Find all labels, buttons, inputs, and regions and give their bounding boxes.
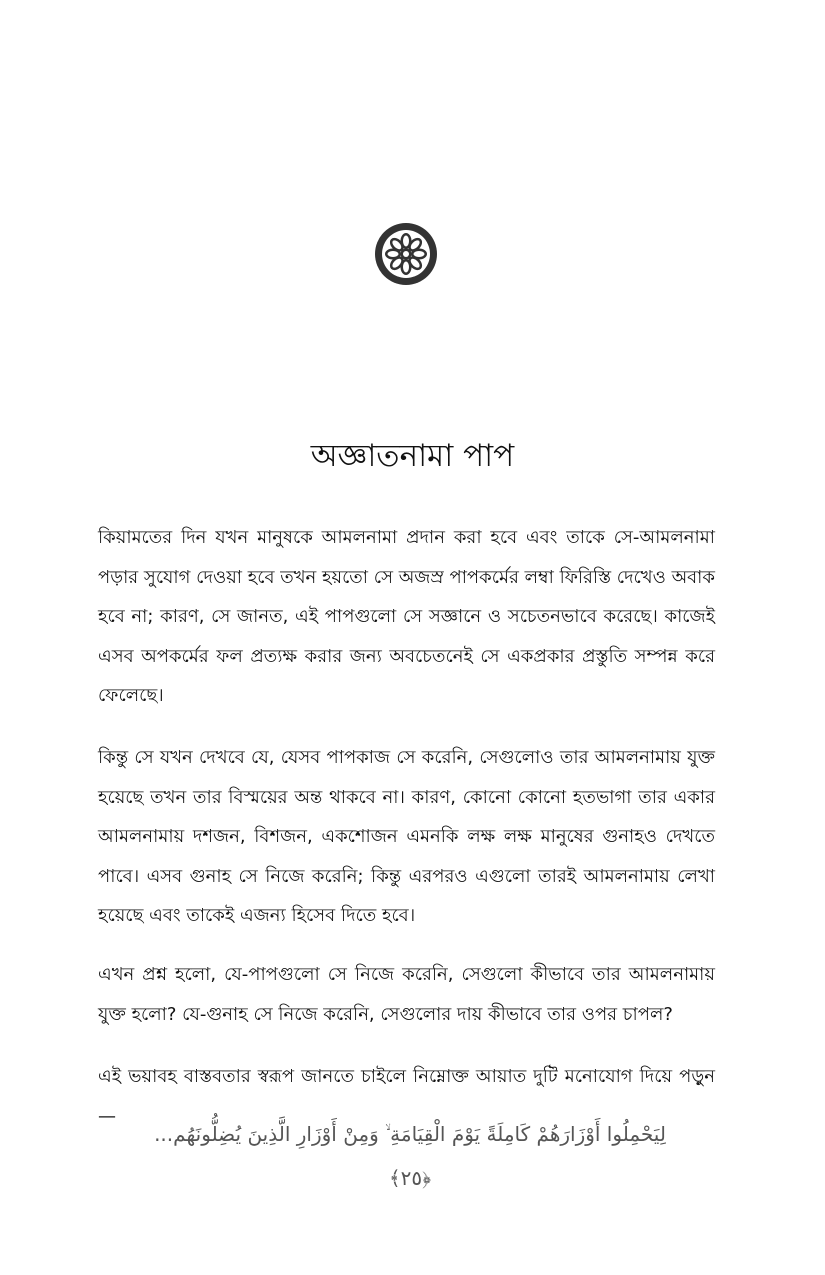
body-paragraph-1: কিয়ামতের দিন যখন মানুষকে আমলনামা প্রদান করা হবে এবং তাকে সে-আমলনামা পড়ার সুযোগ দেওয়া হবে তখন হয়তো সে অজস্র পাপকর্মের লম্বা ফিরিস্তি দেখেও অবাক হবে না; কারণ, সে জানত, এই পাপগুলো সে সজ্ঞানে ও সচেতনভাবে করেছে। কাজেই এসব অপকর্মের ফল প্রত্যক্ষ করার জন্য অবচেতনেই সে একপ্রকার প্রস্তুতি সম্পন্ন করে ফেলেছে। xyxy=(98,527,715,706)
body-paragraph-2: কিন্তু সে যখন দেখবে যে, যেসব পাপকাজ সে করেনি, সেগুলোও তার আমলনামায় যুক্ত হয়েছে তখন তার বিস্ময়ের অন্ত থাকবে না। কারণ, কোনো কোনো হতভাগা তার একার আমলনামায় দশজন, বিশজন, একশোজন এমনকি লক্ষ লক্ষ মানুষের গুনাহও দেখতে পাবে। এসব গুনাহ সে নিজে করেনি; কিন্তু এরপরও এগুলো তারই আমলনামায় লেখা হয়েছে এবং তাকেই এজন্য হিসেব দিতে হবে। xyxy=(98,747,715,926)
chapter-title: অজ্ঞাতনামা পাপ xyxy=(310,438,515,474)
body-paragraph-3: এখন প্রশ্ন হলো, যে-পাপগুলো সে নিজে করেনি, সেগুলো কীভাবে তার আমলনামায় যুক্ত হলো? যে-গুনাহ সে নিজে করেনি, সেগুলোর দায় কীভাবে তার ওপর চাপল? xyxy=(98,964,715,1025)
body-paragraph-4: এই ভয়াবহ বাস্তবতার স্বরূপ জানতে চাইলে নিম্নোক্ত আয়াত দুটি মনোযোগ দিয়ে পড়ুন— xyxy=(98,1066,715,1127)
quran-verse: لِيَحْمِلُوا أَوْزَارَهُمْ كَامِلَةً يَوْمَ الْقِيَامَةِ ۙ وَمِنْ أَوْزَارِ الَّذِينَ يُضِلُّونَهُم... ﴿٢٥﴾ xyxy=(154,1122,666,1190)
flower-rosette-icon xyxy=(374,222,438,286)
